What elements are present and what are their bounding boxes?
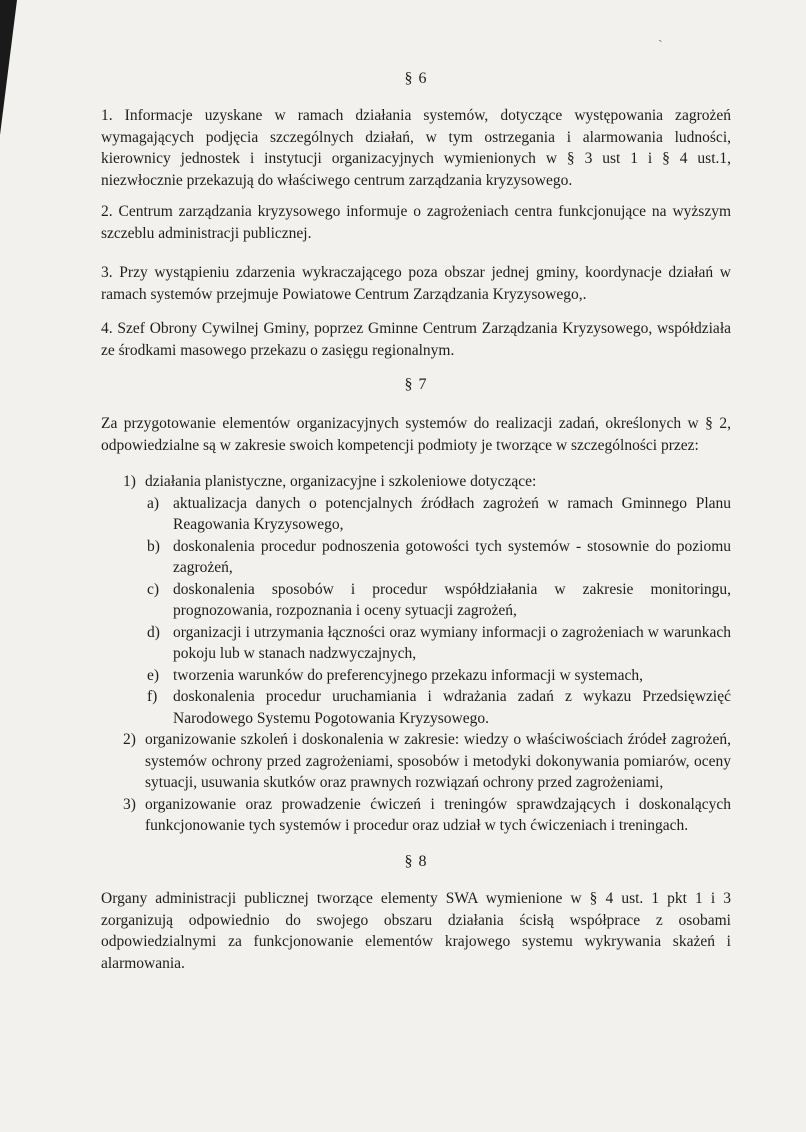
list-item xyxy=(101,794,731,837)
sub-item-letter: e) xyxy=(147,666,160,684)
scan-shadow-corner xyxy=(0,0,17,135)
list-item-number: 3) xyxy=(123,795,136,813)
section-7-heading: § 7 xyxy=(404,376,428,393)
sub-item-letter: a) xyxy=(147,494,160,512)
section-6-heading: § 6 xyxy=(404,70,428,87)
sub-item-letter: d) xyxy=(147,623,160,641)
sub-item-text: organizacji i utrzymania łączności oraz wymiany informacji o zagrożeniach w warunkach pokoju lub w stanach nadzwyczajnych, xyxy=(173,623,731,662)
sub-item-text: doskonalenia sposobów i procedur współdziałania w zakresie monitoringu, prognozowania, rozpoznania i oceny sytuacji zagrożeń, xyxy=(173,580,731,619)
list-item xyxy=(101,729,731,794)
list-item-number: 2) xyxy=(123,731,136,748)
sub-item-letter: f) xyxy=(147,688,158,705)
list-item-text: organizowanie szkoleń i doskonalenia w zakresie: wiedzy o właściwościach źródeł zagrożeń, systemów ochrony przed zagrożeniami, sposobów i metodyki dokonywania pomiarów, oceny sytuacji, usuwania skutków oraz prawnych rozwiązań ochrony przed zagrożeniami, xyxy=(145,731,731,791)
sub-list-item xyxy=(101,579,731,622)
sub-item-letter: c) xyxy=(147,580,160,598)
section-6-paragraph-4: 4. Szef Obrony Cywilnej Gminy, poprzez Gminne Centrum Zarządzania Kryzysowego, współdziała ze środkami masowego przekazu o zasięgu regionalnym. xyxy=(101,320,731,359)
section-8-paragraph: Organy administracji publicznej tworzące elementy SWA wymienione w § 4 ust. 1 pkt 1 i 3 zorganizują odpowiednio do swojego obszaru działania ścisłą współprace z osobami odpowiedzialnymi za funkcjonowanie elementów krajowego systemu wykrywania skażeń i alarmowania. xyxy=(101,890,731,972)
sub-list-item xyxy=(101,686,731,729)
section-8-heading: § 8 xyxy=(404,853,428,870)
list-item-number: 1) xyxy=(123,473,136,490)
scan-speck: ˏ xyxy=(658,28,663,43)
sub-item-text: doskonalenia procedur podnoszenia gotowości tych systemów - stosownie do poziomu zagrożeń, xyxy=(173,537,731,576)
sub-list-item xyxy=(101,665,731,687)
section-6-paragraph-2: 2. Centrum zarządzania kryzysowego informuje o zagrożeniach centra funkcjonujące na wyższym szczeblu administracji publicznej. xyxy=(101,203,731,242)
sub-item-text: aktualizacja danych o potencjalnych źródłach zagrożeń w ramach Gminnego Planu Reagowania Kryzysowego, xyxy=(173,494,731,533)
sub-list-item xyxy=(101,622,731,665)
sub-item-text: doskonalenia procedur uruchamiania i wdrażania zadań z wykazu Przedsięwzięć Narodowego Systemu Pogotowania Kryzysowego. xyxy=(173,688,731,727)
section-6-paragraph-3: 3. Przy wystąpieniu zdarzenia wykraczającego poza obszar jednej gminy, koordynacje działań w ramach systemów przejmuje Powiatowe Centrum Zarządzania Kryzysowego,. xyxy=(101,264,731,303)
sub-list-item xyxy=(101,536,731,579)
sub-list-item xyxy=(101,493,731,536)
list-item-text: organizowanie oraz prowadzenie ćwiczeń i treningów sprawdzających i doskonalących funkcjonowanie tych systemów i procedur oraz udział w tych ćwiczeniach i treningach. xyxy=(145,795,731,834)
section-6-paragraph-1: 1. Informacje uzyskane w ramach działania systemów, dotyczące występowania zagrożeń wymagających podjęcia szczególnych działań, w tym ostrzegania i alarmowania ludności, kierownicy jednostek i instytucji organizacyjnych wymienionych w § 3 ust 1 i § 4 ust.1, niezwłocznie przekazują do właściwego centrum zarządzania kryzysowego. xyxy=(101,107,731,189)
section-7-list xyxy=(101,471,731,837)
list-item-text: działania planistyczne, organizacyjne i szkoleniowe dotyczące: xyxy=(145,473,537,490)
sub-item-letter: b) xyxy=(147,537,160,555)
list-item xyxy=(101,471,731,493)
sub-item-text: tworzenia warunków do preferencyjnego przekazu informacji w systemach, xyxy=(173,666,643,684)
section-7-intro: Za przygotowanie elementów organizacyjnych systemów do realizacji zadań, określonych w § 2, odpowiedzialne są w zakresie swoich kompetencji podmioty je tworzące w szczególności przez: xyxy=(101,415,731,454)
